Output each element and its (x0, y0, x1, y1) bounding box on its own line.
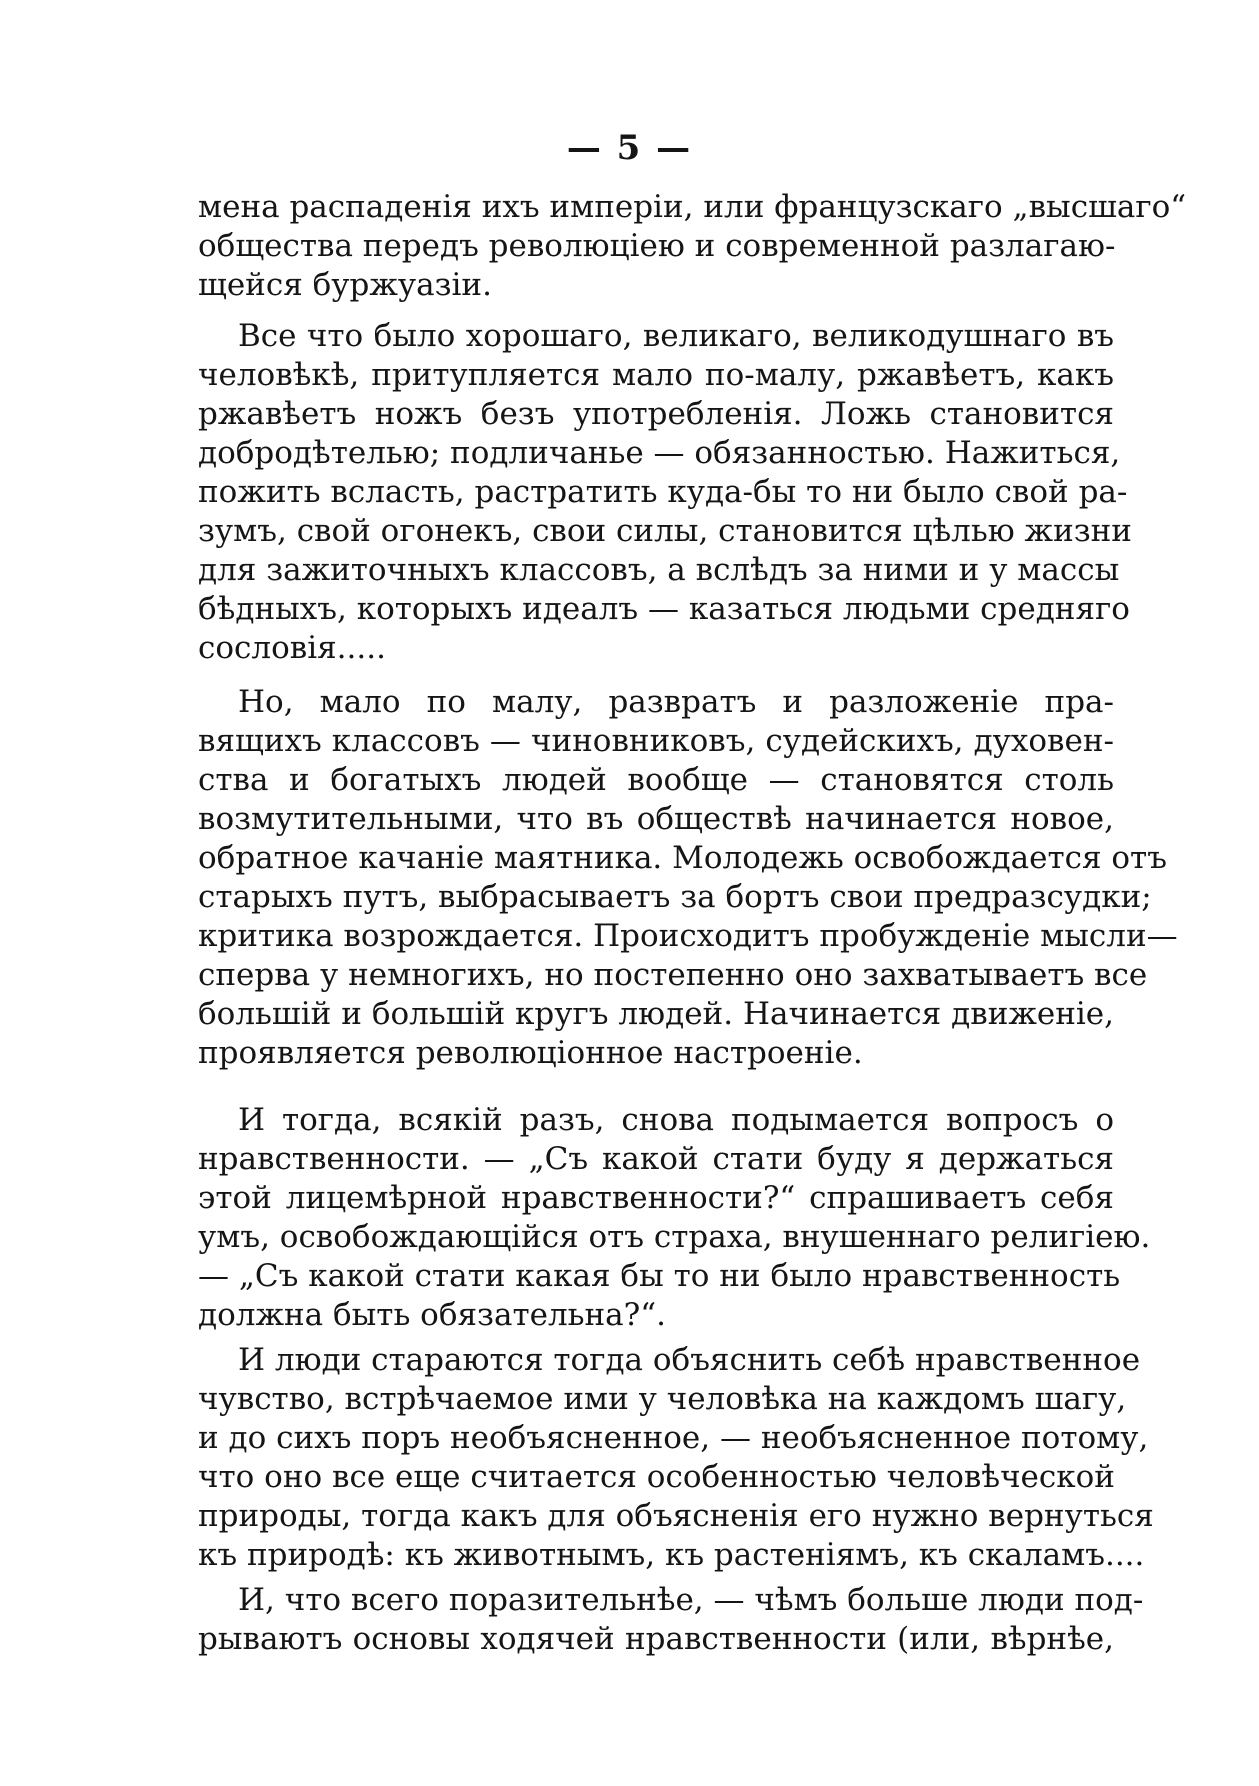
paragraph-5 (198, 1341, 1154, 1575)
paragraph-3 (198, 683, 1178, 1073)
paragraph-1 (198, 188, 1187, 305)
text-line: обратное качаніе маятника. Молодежь освобождается отъ (198, 840, 1167, 876)
text-line: сословія..... (198, 630, 386, 666)
text-line: Все что было хорошаго, великаго, великодушнаго въ (238, 318, 1114, 354)
text-line: этой лицемѣрной нравственности?“ спрашиваетъ себя (198, 1180, 1114, 1216)
text-line: рываютъ основы ходячей нравственности (или, вѣрнѣе, (198, 1621, 1114, 1657)
text-line: къ природѣ: къ животнымъ, къ растеніямъ, къ скаламъ.... (198, 1537, 1145, 1573)
text-line: для зажиточныхъ классовъ, а вслѣдъ за ними и у массы (198, 552, 1120, 588)
text-line: что оно все еще считается особенностью человѣческой (198, 1459, 1115, 1495)
text-line: И, что всего поразительнѣе, — чѣмъ больше люди под- (238, 1582, 1144, 1618)
text-line: умъ, освобождающійся отъ страха, внушеннаго религіею. (198, 1219, 1151, 1255)
text-line: Но, мало по малу, развратъ и разложеніе пра- (238, 684, 1114, 720)
text-line: общества передъ революціею и современной разлагаю- (198, 228, 1116, 264)
paragraph-4 (198, 1101, 1151, 1335)
text-line: ржавѣетъ ножъ безъ употребленія. Ложь становится (198, 396, 1114, 432)
text-line: человѣкѣ, притупляется мало по-малу, ржавѣетъ, какъ (198, 357, 1114, 393)
text-line: добродѣтелью; подличанье — обязанностью. Нажиться, (198, 435, 1121, 471)
text-line: пожить всласть, растратить куда-бы то ни было свой ра- (198, 474, 1128, 510)
text-line: нравственности. — „Съ какой стати буду я держаться (198, 1141, 1114, 1177)
text-line: критика возрождается. Происходитъ пробужденіе мысли— (198, 918, 1178, 954)
text-line: должна быть обязательна?“. (198, 1297, 666, 1333)
page-number: — 5 — (566, 128, 693, 168)
body-text (198, 188, 1187, 1659)
text-line: большій и большій кругъ людей. Начинается движеніе, (198, 996, 1114, 1032)
text-line: щейся буржуазіи. (198, 267, 492, 303)
text-line: сперва у немногихъ, но постепенно оно захватываетъ все (198, 957, 1148, 993)
text-line: вящихъ классовъ — чиновниковъ, судейскихъ, духовен- (198, 723, 1114, 759)
text-line: чувство, встрѣчаемое ими у человѣка на каждомъ шагу, (198, 1381, 1127, 1417)
text-line: И люди стараются тогда объяснить себѣ нравственное (238, 1342, 1141, 1378)
text-line: — „Съ какой стати какая бы то ни было нравственность (198, 1258, 1121, 1294)
text-line: И тогда, всякій разъ, снова подымается вопросъ о (238, 1102, 1114, 1138)
text-line: и до сихъ поръ необъясненное, — необъясненное потому, (198, 1420, 1149, 1456)
text-line: мена распаденія ихъ имперіи, или французскаго „высшаго“ (198, 189, 1187, 225)
text-line: возмутительными, что въ обществѣ начинается новое, (198, 801, 1114, 837)
paragraph-6 (198, 1581, 1144, 1659)
text-line: природы, тогда какъ для объясненія его нужно вернуться (198, 1498, 1154, 1534)
text-line: бѣдныхъ, которыхъ идеалъ — казаться людьми средняго (198, 591, 1130, 627)
paragraph-2 (198, 317, 1132, 668)
text-line: старыхъ путъ, выбрасываетъ за бортъ свои предразсудки; (198, 879, 1152, 915)
text-line: зумъ, свой огонекъ, свои силы, становится цѣлью жизни (198, 513, 1132, 549)
text-line: ства и богатыхъ людей вообще — становятся столь (198, 762, 1114, 798)
text-line: проявляется революціонное настроеніе. (198, 1035, 863, 1071)
